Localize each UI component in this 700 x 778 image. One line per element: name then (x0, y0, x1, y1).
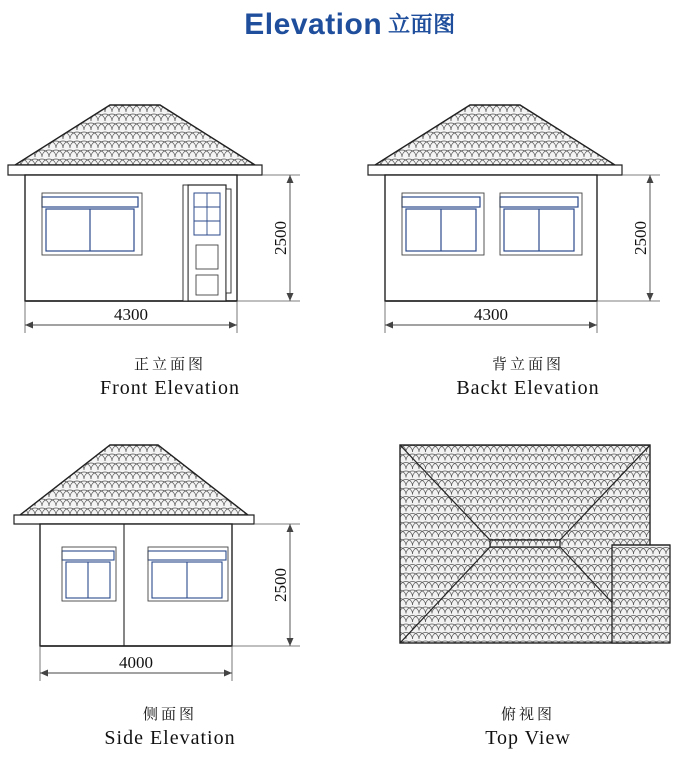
caption-back-en: Backt Elevation (456, 376, 600, 399)
page-title-cn: 立面图 (388, 13, 456, 38)
view-front-elevation (0, 85, 330, 345)
page-title-en: Elevation (244, 8, 383, 41)
back-elevation-drawing (360, 85, 690, 345)
back-dim-height: 2500 (631, 221, 650, 255)
caption-front-en: Front Elevation (100, 376, 240, 399)
caption-front-cn: 正立面图 (133, 355, 206, 373)
front-elevation-drawing (0, 85, 330, 345)
caption-side-cn: 侧面图 (142, 705, 197, 723)
top-view-drawing (380, 435, 680, 685)
caption-back-elevation (368, 355, 688, 401)
side-elevation-drawing (0, 425, 330, 695)
caption-side-en: Side Elevation (104, 726, 236, 749)
view-top (380, 435, 680, 685)
caption-top-view (368, 705, 688, 751)
view-back-elevation (360, 85, 690, 345)
front-dim-width: 4300 (114, 305, 148, 324)
caption-top-en: Top View (485, 726, 571, 749)
side-dim-height: 2500 (271, 568, 290, 602)
front-dim-height: 2500 (271, 221, 290, 255)
caption-front-elevation (10, 355, 330, 401)
back-dim-width: 4300 (474, 305, 508, 324)
caption-back-cn: 背立面图 (491, 355, 564, 373)
side-dim-width: 4000 (119, 653, 153, 672)
caption-side-elevation (10, 705, 330, 751)
page-title (0, 8, 700, 42)
view-side-elevation (0, 425, 330, 695)
caption-top-cn: 俯视图 (500, 705, 555, 723)
